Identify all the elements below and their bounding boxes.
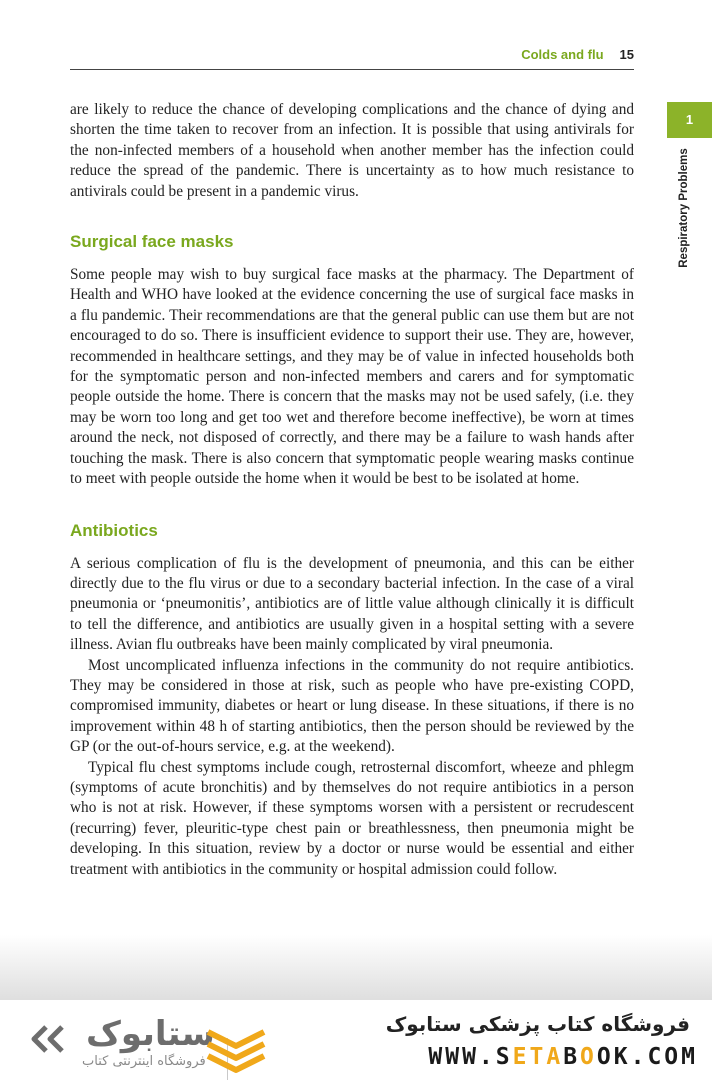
url-part-3: B bbox=[563, 1044, 581, 1070]
antibiotics-paragraph-3: Typical flu chest symptoms include cough, retrosternal discomfort, wheeze and phlegm (symptoms of acute bronchitis) and by themselves do not require antibiotics in a person who is not at risk. However, if these symptoms worsen with a persistent or recrudescent (recurring) fever, pleuritic-type chest pain or breathlessness, then pneumonia might be developing. In this situation, review by a doctor or nurse would be essential and either treatment with antibiotics in the community or hospital admission could follow. bbox=[70, 758, 634, 878]
store-name: فروشگاه کتاب پزشکی ستابوک bbox=[385, 1012, 690, 1036]
store-url bbox=[428, 1044, 698, 1070]
url-part-4: O bbox=[580, 1044, 597, 1070]
header-rule bbox=[70, 69, 634, 70]
chapter-thumb-tab: 1 bbox=[667, 102, 712, 138]
page-number: 15 bbox=[619, 47, 634, 62]
heading-surgical-face-masks: Surgical face masks bbox=[70, 232, 234, 252]
watermark-footer bbox=[0, 1000, 712, 1079]
masks-paragraph: Some people may wish to buy surgical face masks at the pharmacy. The Department of Health and WHO have looked at the evidence concerning the use of surgical face masks in a flu pandemic. Their recommendations are that the general public can use them but are not encouraged to do so. There is insufficient evidence to support their use. They are, however, recommended in healthcare settings, and they may be of value in infected households both for the symptomatic person and non-infected members and carers and for symptomatic people outside the home. There is concern that the masks may not be used safely, (i.e. they may be worn too long and get too wet and therefore become ineffective), be worn at times around the neck, not disposed of correctly, and there may be a failure to wash hands after touching the mask. There is also concern that symptomatic people wearing masks continue to meet with people outside the home when it would be best to be isolated at home. bbox=[70, 266, 634, 488]
url-part-5: OK.COM bbox=[596, 1044, 698, 1070]
antibiotics-paragraph-1: A serious complication of flu is the development of pneumonia, and this can be either directly due to the flu virus or due to a secondary bacterial infection. In the case of a viral pneumonia or ‘pneumonitis’, antibiotics are of little value although clinically it is difficult to tell the difference, and antibiotics are usually given in a hospital setting with a severe illness. Avian flu outbreaks have been mainly complicated by viral pneumonia. bbox=[70, 554, 634, 654]
heading-antibiotics: Antibiotics bbox=[70, 520, 158, 540]
running-head bbox=[521, 47, 634, 62]
store-logo bbox=[30, 1014, 280, 1074]
antibiotics-paragraph-2: Most uncomplicated influenza infections in the community do not require antibiotics. They may be considered in those at risk, such as people who have pre-existing COPD, compromised immunity, diabetes or heart or lung disease. In these situations, if there is no improvement within 48 h of starting antibiotics, then the person should be reviewed by the GP (or the out-of-hours service, e.g. at the weekend). bbox=[70, 656, 634, 756]
logo-subtitle: فروشگاه اینترنتی کتاب bbox=[82, 1054, 206, 1069]
section-running-title: Colds and flu bbox=[521, 47, 604, 62]
book-stack-icon bbox=[202, 1022, 270, 1078]
page-body bbox=[70, 100, 634, 880]
url-part-2: ETA bbox=[512, 1044, 564, 1070]
url-part-1: WWW.S bbox=[428, 1044, 513, 1070]
logo-wordmark: ستابوک bbox=[86, 1014, 215, 1054]
watermark-fade bbox=[0, 935, 712, 1005]
double-chevron-icon bbox=[30, 1024, 90, 1054]
chapter-thumb-label: Respiratory Problems bbox=[678, 148, 690, 268]
intro-paragraph: are likely to reduce the chance of developing complications and the chance of dying and shorten the time taken to recover from an infection. It is possible that using antivirals for the non-infected members of a household when another member has the infection could reduce the spread of the pandemic. There is uncertainty as to how much resistance to antivirals could be present in a pandemic virus. bbox=[70, 101, 634, 200]
